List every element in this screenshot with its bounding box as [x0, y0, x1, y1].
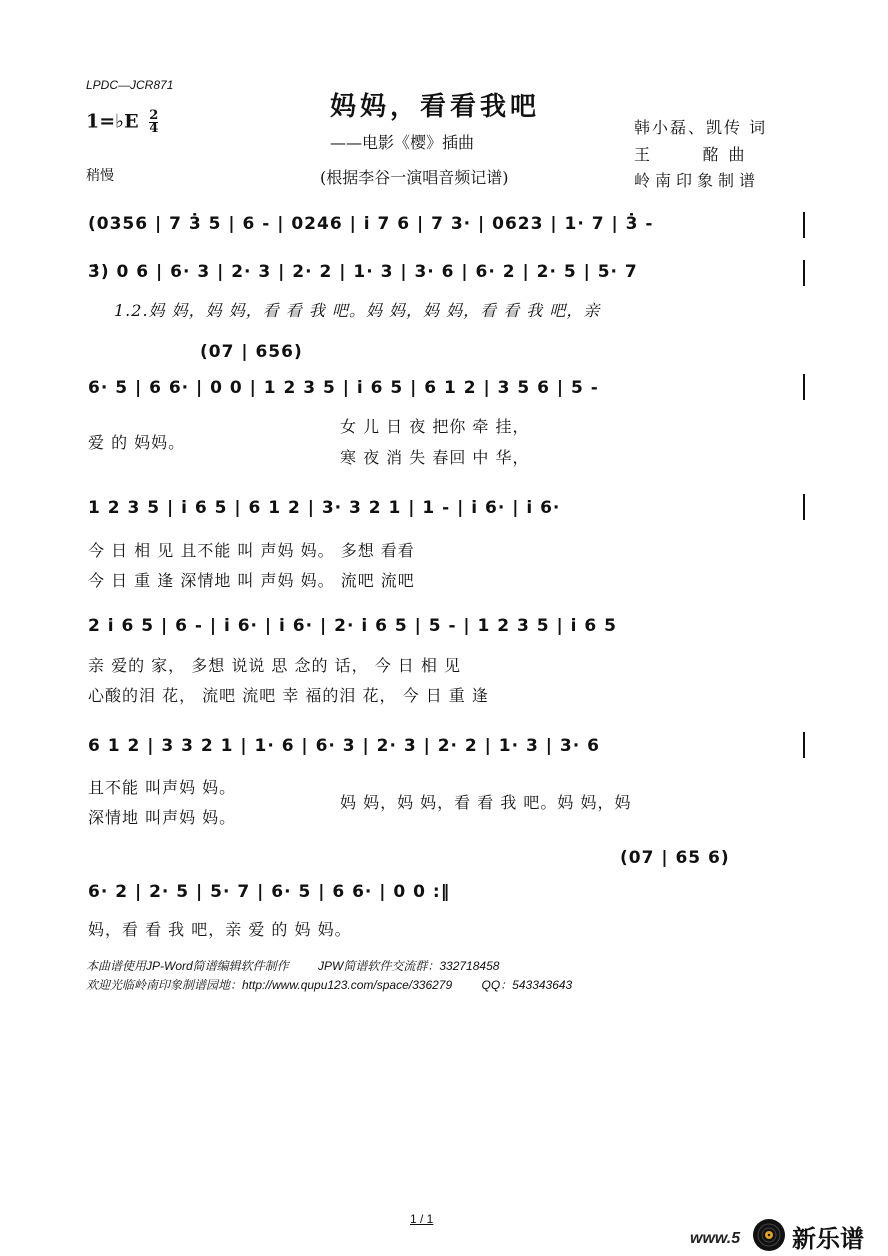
time-numerator: 2: [149, 108, 159, 123]
score-code: LPDC—JCR871: [86, 78, 174, 92]
score-line-7-lyrics: 妈，看 看 我 吧，亲 爱 的 妈 妈。: [88, 920, 352, 939]
barline: [803, 374, 805, 400]
tempo-marking: 稍慢: [86, 168, 114, 184]
song-title: 妈妈，看看我吧: [330, 92, 541, 122]
footer-welcome: 欢迎光临岭南印象制谱园地：http://www.qupu123.com/space/336279: [86, 978, 453, 992]
barline: [803, 494, 805, 520]
time-signature: [149, 110, 158, 135]
barline: [803, 260, 805, 286]
score-line-2-lyrics: 1.2.妈 妈，妈 妈，看 看 我 吧。妈 妈，妈 妈，看 看 我 吧，亲: [114, 301, 601, 320]
score-line-3-lyrics-verse-2: 寒 夜 消 失 春回 中 华，: [340, 448, 530, 467]
score-line-4-notes: 1 2 3 5 | i 6 5 | 6 1 2 | 3· 3 2 1 | 1 - | i 6· | i 6·: [88, 498, 561, 518]
score-line-5-lyrics-verse-1: 亲 爱的 家， 多想 说说 思 念的 话， 今 日 相 见: [88, 656, 461, 675]
score-line-2-notes: 3̇) 0 6 | 6· 3 | 2· 3 | 2· 2 | 1· 3 | 3· 6 | 6· 2 | 2· 5 | 5· 7: [88, 262, 638, 282]
key-signature: [86, 110, 158, 135]
score-line-1-notes: (0356 | 7 3̇ 5 | 6 - | 0246 | i 7 6 | 7 3· | 0623 | 1· 7 | 3̇ -: [88, 214, 654, 234]
score-line-4-lyrics-verse-2: 今 日 重 逢 深情地 叫 声妈 妈。 流吧 流吧: [88, 571, 415, 590]
score-line-3-pickup: (07 | 656): [200, 342, 303, 362]
composer-credit: [634, 142, 747, 165]
song-subtitle: ——电影《樱》插曲: [330, 133, 475, 152]
footer-software: 本曲谱使用JP-Word简谱编辑软件制作: [86, 959, 289, 973]
arranger-credit: 岭南印象制谱: [634, 171, 761, 190]
score-line-3-notes: 6· 5 | 6 6· | 0 0 | 1 2 3 5 | i 6 5 | 6 1 2 | 3 5 6 | 5 -: [88, 378, 599, 398]
footer-software-line: [86, 957, 499, 974]
score-line-5-lyrics-verse-2: 心酸的泪 花， 流吧 流吧 幸 福的泪 花， 今 日 重 逢: [88, 686, 489, 705]
vinyl-record-icon: [752, 1218, 786, 1252]
footer-welcome-line: [86, 976, 572, 993]
score-line-7-notes: 6· 2 | 2· 5 | 5· 7 | 6· 5 | 6 6· | 0 0 :‖: [88, 882, 451, 902]
watermark-url: www.5: [690, 1230, 741, 1247]
score-line-7-pickup: (07 | 65 6): [620, 848, 730, 868]
score-line-6-notes: 6 1 2 | 3 3 2 1 | 1· 6 | 6· 3 | 2· 3 | 2· 2 | 1· 3 | 3· 6: [88, 736, 600, 756]
score-line-6-lyrics-b: 妈 妈，妈 妈，看 看 我 吧。妈 妈，妈: [340, 793, 632, 812]
time-denominator: 4: [149, 121, 159, 136]
score-line-5-notes: 2 i 6 5 | 6 - | i 6· | i 6· | 2· i 6 5 | 5 - | 1 2 3 5 | i 6 5: [88, 616, 617, 636]
transcription-source: (根据李谷一演唱音频记谱): [320, 168, 509, 187]
score-line-3-lyrics-a: 爱 的 妈妈。: [88, 433, 186, 452]
barline: [803, 732, 805, 758]
lyricist-credit: 韩小磊、凯传 词: [634, 118, 768, 137]
page-number: 1 / 1: [410, 1212, 434, 1226]
watermark-brand: 新乐谱: [792, 1225, 864, 1253]
barline: [803, 212, 805, 238]
footer-qq: QQ：543343643: [481, 978, 573, 992]
score-line-6-lyrics-a-verse-2: 深情地 叫声妈 妈。: [88, 808, 237, 827]
score-line-6-lyrics-a-verse-1: 且不能 叫声妈 妈。: [88, 778, 237, 797]
composer-role: 曲: [728, 145, 747, 164]
score-line-4-lyrics-verse-1: 今 日 相 见 且不能 叫 声妈 妈。 多想 看看: [88, 541, 415, 560]
score-line-3-lyrics-verse-1: 女 儿 日 夜 把你 牵 挂，: [340, 417, 530, 436]
key-label: 1=♭E: [86, 110, 139, 133]
footer-group: JPW简谱软件交流群：332718458: [318, 959, 500, 973]
composer-name: 王 酩: [634, 145, 721, 164]
